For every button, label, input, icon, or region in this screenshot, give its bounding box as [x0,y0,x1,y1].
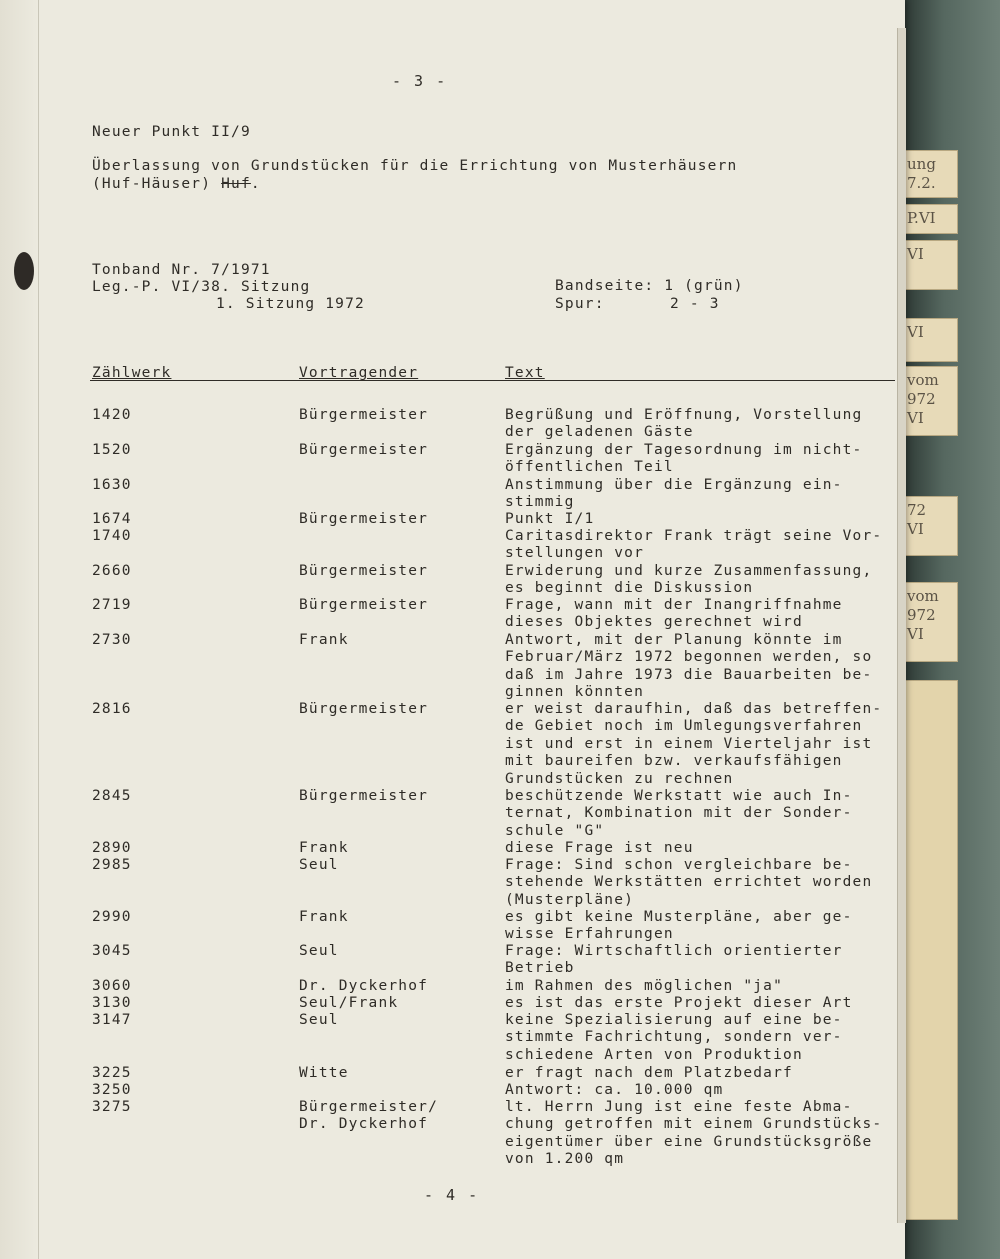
tape-side: Bandseite: 1 (grün) [555,278,744,294]
header-rule [90,380,895,381]
index-tab-stack [900,680,958,1220]
text-cell: diese Frage ist neu [505,840,694,856]
speaker-cell: Seul [299,857,339,873]
text-cell: es ist das erste Projekt dieser Art [505,995,853,1011]
counter-cell: 3250 [92,1082,132,1098]
text-cell: Frage, wann mit der Inangriffnahme dieses Objektes gerechnet wird [505,597,843,631]
text-cell: Frage: Sind schon vergleichbare be- stehende Werkstätten errichtet worden (Musterpläne) [505,857,873,908]
speaker-cell: Seul [299,943,339,959]
text-cell: Frage: Wirtschaftlich orientierter Betrieb [505,943,843,977]
counter-cell: 1420 [92,407,132,423]
text-cell: Begrüßung und Eröffnung, Vorstellung der geladenen Gäste [505,407,863,441]
speaker-cell: Bürgermeister/ Dr. Dyckerhof [299,1099,439,1133]
column-header-counter: Zählwerk [92,365,172,381]
agenda-title-line2: (Huf-Häuser) Huf. [92,176,261,192]
text-cell: Caritasdirektor Frank trägt seine Vor- stellungen vor [505,528,883,562]
speaker-cell: Bürgermeister [299,597,429,613]
counter-cell: 3275 [92,1099,132,1115]
agenda-title-line1: Überlassung von Grundstücken für die Errichtung von Musterhäusern [92,158,738,174]
speaker-cell: Bürgermeister [299,442,429,458]
struck-text: Huf [221,176,251,192]
text-cell: es gibt keine Musterpläne, aber ge- wisse Erfahrungen [505,909,853,943]
text-cell: er fragt nach dem Platzbedarf [505,1065,793,1081]
text-cell: Ergänzung der Tagesordnung im nicht- öffentlichen Teil [505,442,863,476]
agenda-point: Neuer Punkt II/9 [92,124,251,140]
counter-cell: 3130 [92,995,132,1011]
text-cell: keine Spezialisierung auf eine be- stimmte Fachrichtung, sondern ver- schiedene Arten von Produktion [505,1012,843,1063]
text-cell: Antwort: ca. 10.000 qm [505,1082,724,1098]
index-tab: vom 972 VI [900,366,958,436]
speaker-cell: Frank [299,909,349,925]
index-tab: VI [900,240,958,290]
speaker-cell: Seul [299,1012,339,1028]
counter-cell: 3225 [92,1065,132,1081]
counter-cell: 2660 [92,563,132,579]
counter-cell: 2845 [92,788,132,804]
counter-cell: 3147 [92,1012,132,1028]
column-header-text: Text [505,365,545,381]
tape-number: Tonband Nr. 7/1971 [92,262,271,278]
index-tab: ung 7.2. [900,150,958,198]
text-cell: Punkt I/1 [505,511,595,527]
speaker-cell: Bürgermeister [299,788,429,804]
counter-cell: 1740 [92,528,132,544]
text-cell: Anstimmung über die Ergänzung ein- stimmig [505,477,843,511]
text-cell: im Rahmen des möglichen "ja" [505,978,784,994]
counter-cell: 2890 [92,840,132,856]
counter-cell: 2730 [92,632,132,648]
index-tab: vom 972 VI [900,582,958,662]
speaker-cell: Frank [299,632,349,648]
text-cell: Erwiderung und kurze Zusammenfassung, es beginnt die Diskussion [505,563,873,597]
page-number-bottom: - 4 - [424,1186,480,1204]
index-tab: 72 VI [900,496,958,556]
counter-cell: 2816 [92,701,132,717]
counter-cell: 2990 [92,909,132,925]
counter-cell: 2719 [92,597,132,613]
index-tab: P.VI [900,204,958,234]
speaker-cell: Frank [299,840,349,856]
text-cell: lt. Herrn Jung ist eine feste Abma- chung getroffen mit einem Grundstücks- eigentümer über eine Grundstücksgröße von 1.200 qm [505,1099,883,1168]
text-cell: beschützende Werkstatt wie auch In- ternat, Kombination mit der Sonder- schule "G" [505,788,853,839]
speaker-cell: Dr. Dyckerhof [299,978,429,994]
counter-cell: 3060 [92,978,132,994]
text-cell: er weist daraufhin, daß das betreffen- de Gebiet noch im Umlegungsverfahren ist und erst in einem Vierteljahr ist mit baureifen bzw. verkaufsfähigen Grundstücken zu rechnen [505,701,883,787]
speaker-cell: Witte [299,1065,349,1081]
speaker-cell: Bürgermeister [299,701,429,717]
track-label: Spur: [555,296,605,312]
speaker-cell: Seul/Frank [299,995,399,1011]
speaker-cell: Bürgermeister [299,563,429,579]
column-header-speaker: Vortragender [299,365,419,381]
text-cell: Antwort, mit der Planung könnte im Februar/März 1972 begonnen werden, so daß im Jahre 1973 die Bauarbeiten be- ginnen könnten [505,632,873,701]
index-tab: VI [900,318,958,362]
track-value: 2 - 3 [670,296,720,312]
session-info: 1. Sitzung 1972 [216,296,365,312]
counter-cell: 2985 [92,857,132,873]
speaker-cell: Bürgermeister [299,511,429,527]
counter-cell: 1520 [92,442,132,458]
counter-cell: 1630 [92,477,132,493]
speaker-cell: Bürgermeister [299,407,429,423]
counter-cell: 3045 [92,943,132,959]
counter-cell: 1674 [92,511,132,527]
legislature-period: Leg.-P. VI/38. Sitzung [92,279,311,295]
punch-hole [14,252,34,290]
previous-page-edge [0,0,39,1259]
page-number-top: - 3 - [392,72,448,90]
